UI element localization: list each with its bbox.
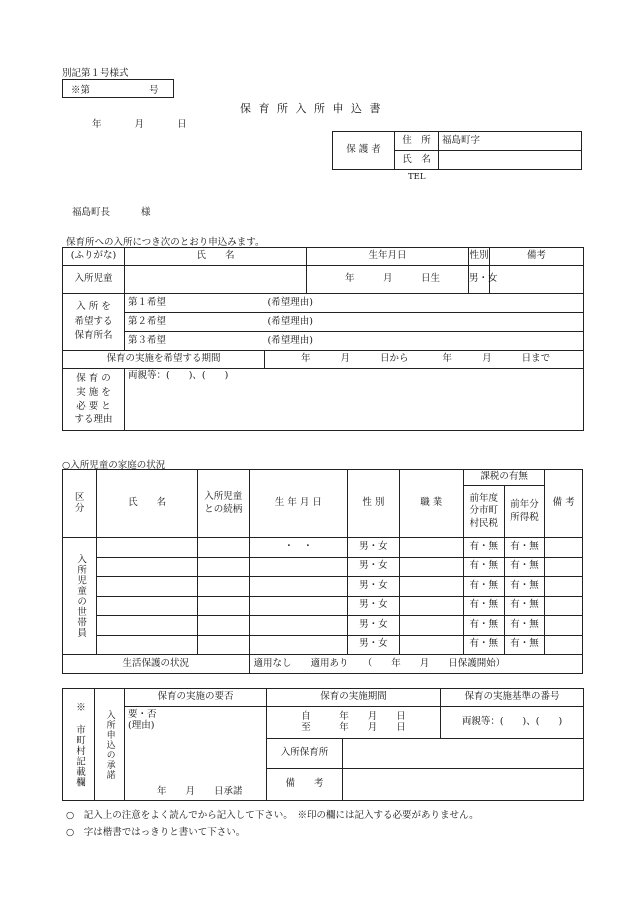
standard-header: 保育の実施基準の番号 [441,689,584,707]
office-period-field[interactable] [267,707,441,739]
family-relation-cell[interactable] [198,557,249,577]
child-sex-header: 性別 [469,248,490,266]
family-note-cell[interactable] [545,577,583,597]
child-birth-field[interactable]: 年 月 日生 [307,266,469,294]
tax-city-cell[interactable]: 有・無 [463,616,504,636]
guardian-label: 保 護 者 [333,132,395,170]
family-relation-cell[interactable] [198,577,249,597]
family-job-cell[interactable] [399,635,463,655]
kubun-header: 区 分 [63,470,97,538]
period-y2: 年 [442,353,453,365]
family-job-cell[interactable] [399,616,463,636]
family-name-cell[interactable] [97,538,198,558]
hope-2[interactable]: 第２希望 [125,313,265,332]
period-label: 保育の実施を希望する期間 [63,351,265,369]
family-row [63,635,583,655]
need-header: 保育の実施の要否 [125,689,267,707]
tax-city-cell[interactable]: 有・無 [463,635,504,655]
date-line [92,116,187,130]
child-note-field[interactable] [490,266,584,294]
guardian-name-field[interactable] [439,151,582,170]
note-1: ○ 記入上の注意をよく読んでから記入して下さい。 ※印の欄には記入する必要がありません。 [66,810,479,821]
note-2: ○ 字は楷書ではっきりと書いて下さい。 [66,827,246,838]
accept-label: 入所申込の承諾 [95,689,125,801]
family-row [63,596,583,616]
welfare-field[interactable]: 適用なし 適用あり （ 年 月 日保護開始） [249,655,582,674]
family-row [63,577,583,597]
family-row [63,557,583,577]
tax-city-cell[interactable]: 有・無 [463,557,504,577]
hope-3[interactable]: 第３希望 [125,332,265,351]
office-note-label: 備 考 [267,769,343,801]
need-decision-reason: (理由) [128,719,155,731]
addressee [72,204,151,218]
family-sex-cell[interactable]: 男・女 [348,616,399,636]
family-relation-cell[interactable] [198,538,249,558]
tax-income-cell[interactable]: 有・無 [504,635,545,655]
child-birth-header: 生年月日 [307,248,469,266]
tax-income-cell[interactable]: 有・無 [504,616,545,636]
need-decision-value: 要・否 [128,709,157,720]
furigana-label: (ふりがな) [63,248,125,266]
tax-city-header: 前年度分市町村民税 [463,486,504,538]
period-m2: 月 [482,353,492,365]
family-job-cell[interactable] [399,577,463,597]
family-sex-cell[interactable]: 男・女 [348,577,399,597]
application-table [62,247,584,431]
period-y1: 年 [301,353,311,365]
number-suffix: 号 [149,85,159,96]
tax-city-cell[interactable]: 有・無 [463,577,504,597]
job-header: 職 業 [399,470,463,538]
date-year: 年 [92,119,102,130]
tax-city-cell[interactable]: 有・無 [463,538,504,558]
family-birth-cell[interactable] [249,577,348,597]
family-birth-cell[interactable] [249,596,348,616]
family-job-cell[interactable] [399,538,463,558]
family-relation-cell[interactable] [198,596,249,616]
date-day: 日 [177,119,187,130]
family-sex-header: 性 別 [348,470,399,538]
family-note-cell[interactable] [545,596,583,616]
period-d2: 日まで [521,353,551,365]
tel-label: TEL [408,172,426,182]
family-side-label: 入所児童の世帯員 [63,538,97,655]
nursery-label: 入所保育所 [267,739,343,769]
intro-text: 保育所への入所につき次のとおり申込みます。 [66,237,265,248]
family-birth-cell[interactable]: ・ ・ [249,538,348,558]
office-period-header: 保育の実施期間 [267,689,441,707]
child-name-field[interactable] [125,266,307,294]
form-label: 別記第１号様式 [62,68,129,79]
child-sex-field[interactable]: 男・女 [469,266,490,294]
number-box [62,79,174,98]
page-title: 保 育 所 入 所 申 込 書 [240,102,383,115]
tax-income-cell[interactable]: 有・無 [504,596,545,616]
welfare-label: 生活保護の状況 [63,655,250,674]
family-section-title: ○入所児童の家庭の状況 [62,460,166,471]
relation-header: 入所児童との続柄 [198,470,249,538]
family-name-cell[interactable] [97,616,198,636]
need-field[interactable]: 両親等：( )、( ) [125,369,584,431]
need-label: 保 育 の 実 施 を 必 要 と する理由 [63,369,125,431]
address-field[interactable]: 福島町字 [439,132,582,151]
name-label: 氏 名 [395,151,439,170]
period-to-line: 至 年 月 日 [301,721,406,733]
family-birth-header: 生 年 月 日 [249,470,348,538]
tax-income-cell[interactable]: 有・無 [504,577,545,597]
nursery-field[interactable] [343,739,584,769]
child-row-label: 入所児童 [63,266,125,294]
period-d1: 日から [380,353,409,365]
family-birth-cell[interactable] [249,616,348,636]
need-decision-field[interactable] [125,707,267,801]
tax-header: 課税の有無 [463,470,544,486]
family-job-cell[interactable] [399,557,463,577]
family-sex-cell[interactable]: 男・女 [348,635,399,655]
family-name-cell[interactable] [97,557,198,577]
family-job-cell[interactable] [399,596,463,616]
number-prefix: ※第 [71,85,91,96]
family-note-cell[interactable] [545,635,583,655]
child-note-header: 備考 [490,248,584,266]
tax-city-cell[interactable]: 有・無 [463,596,504,616]
hope-label: 入 所 を 希望する 保育所名 [63,294,125,351]
address-label: 住 所 [395,132,439,151]
guardian-table [332,131,582,170]
family-birth-cell[interactable] [249,557,348,577]
family-relation-cell[interactable] [198,635,249,655]
family-name-cell[interactable] [97,577,198,597]
tax-income-cell[interactable]: 有・無 [504,557,545,577]
period-from-line: 自 年 月 日 [301,710,406,722]
family-sex-cell[interactable]: 男・女 [348,596,399,616]
tax-income-header: 前年分所得税 [504,486,545,538]
hope-1-reason[interactable]: (希望理由) [265,294,584,313]
child-name-header: 氏 名 [125,248,307,266]
accept-date: 年 月 日承諾 [157,786,243,798]
hope-1[interactable]: 第１希望 [125,294,265,313]
date-month: 月 [134,119,145,130]
office-table [62,688,584,801]
period-field[interactable] [265,351,584,369]
family-table [62,469,583,674]
addressee-sama: 様 [141,207,151,218]
hope-3-reason[interactable]: (希望理由) [265,332,584,351]
period-m1: 月 [340,353,351,365]
family-name-header: 氏 名 [97,470,198,538]
standard-field[interactable]: 両親等：( )、( ) [441,707,584,739]
family-note-cell[interactable] [545,538,583,558]
family-note-header: 備 考 [545,470,583,538]
family-note-cell[interactable] [545,557,583,577]
family-name-cell[interactable] [97,596,198,616]
family-relation-cell[interactable] [198,616,249,636]
family-birth-cell[interactable] [249,635,348,655]
family-row [63,538,583,558]
family-sex-cell[interactable]: 男・女 [348,557,399,577]
hope-2-reason[interactable]: (希望理由) [265,313,584,332]
family-row [63,616,583,636]
addressee-to: 福島町長 [72,207,111,218]
office-side-label: ※ 市町村記載欄 [63,689,95,801]
family-sex-cell[interactable]: 男・女 [348,538,399,558]
office-note-field[interactable] [343,769,584,801]
tax-income-cell[interactable]: 有・無 [504,538,545,558]
family-name-cell[interactable] [97,635,198,655]
family-note-cell[interactable] [545,616,583,636]
